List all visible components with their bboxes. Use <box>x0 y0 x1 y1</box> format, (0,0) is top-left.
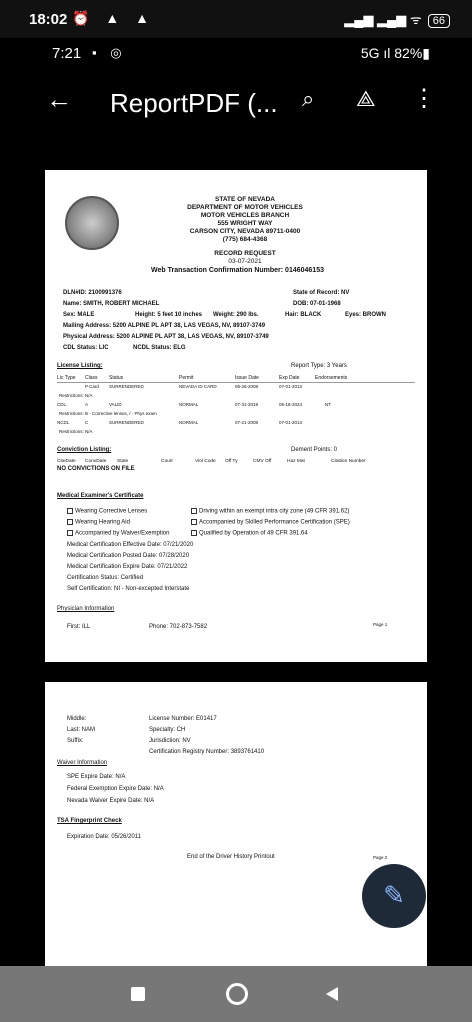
demerit-points: Demerit Points: 0 <box>291 447 338 453</box>
checkbox-item: Driving within an exempt intra city zone (49 CFR 391.62) <box>191 508 349 516</box>
certification-status: Certification Status: Certified <box>67 575 144 581</box>
battery-indicator: 66 <box>428 14 450 28</box>
checkbox <box>67 530 73 536</box>
license-listing-heading: License Listing: <box>57 363 103 369</box>
record-date: 03-07-2021 <box>228 258 262 265</box>
pdf-page-1: STATE OF NEVADA DEPARTMENT OF MOTOR VEHICLES MOTOR VEHICLES BRANCH 555 WRIGHT WAY CARSON CITY, NEVADA 89711-0400 (775) 684-4368 RECORD REQUEST 03-07-2021 Web Transaction Confirmation Number: 0146046153 DLN#ID: 2100991376 State of Record: NV Name: SMITH, ROBERT MICHAEL DOB: 07-01-1968 Sex: MALE Height: 5 feet 10 inches Weight: 290 lbs. Hair: BLACK Eyes: BROWN Mailing Address: 5200 ALPINE PL APT 38, LAS VEGAS, NV, 89107-3749 Physical Address: 5200 ALPINE PL APT 38, LAS VEGAS, NV, 89107-3749 CDL Status: LIC NCDL Status: ELG License Listing: Report Type: 3 Years Lic Type Class Status Permit Issue Date Exp Date Endorsements P Card SURRENDERED NEVADA ID CARD 05-26-2008 07-01-2013 Restrictions: N/A CDL A VALID NORMAL 07-31-2019 05-18-2024 NT Restrictions: B - Corrective lenses, / - Phys exam NCDL C SURRENDERED NORMAL 07-21-2008 07-01-2013 Restrictions: N/A Conviction Listing: Demerit Points: 0 CiteDate ConvDate State Court Viol Code Off Ty CMV Off Haz Mat Citation Number NO CONVICTIONS ON FILE Medical Examiner's Certificate Wearing Corrective Lenses Driving within an exempt intra city zone (49 CFR 391.62) Wearing Hearing Aid Accompanied by Skilled Performance Certification (SPE) Accompanied by Waiver/Exemption Qualified by Operation of 49 CFR 391.64 Medical Certification Effective Date: 07/21/2020 Medical Certification Posted Date: 07/28/2020 Medical Certification Expire Date: 07/21/2022 Certification Status: Certified Self Certification: NI - Non-excepted Interstate Physician Information First: ILL Phone: 702-873-7582 Page 1 <box>45 170 427 662</box>
restrictions: Restrictions: N/A <box>59 429 93 434</box>
height: Height: 5 feet 10 inches <box>135 312 203 318</box>
physician-info-heading: Physician Information <box>57 606 115 612</box>
report-type: Report Type: 3 Years <box>291 363 347 369</box>
med-expire-date: Medical Certification Expire Date: 07/21/2022 <box>67 564 188 570</box>
conviction-table-header: CiteDate ConvDate State Court Viol Code Off Ty CMV Off Haz Mat Citation Number <box>57 459 366 464</box>
self-certification: Self Certification: NI - Non-excepted Interstate <box>67 586 190 592</box>
add-to-drive-icon[interactable]: ⟁ <box>356 86 376 111</box>
checkbox-item: Wearing Hearing Aid <box>67 519 130 527</box>
nevada-seal-icon <box>65 196 119 250</box>
back-arrow-icon[interactable]: ← <box>46 84 72 114</box>
page-number: Page 1 <box>373 622 388 627</box>
checkbox-item: Qualified by Operation of 49 CFR 391.64 <box>191 530 308 538</box>
pdf-page-2 <box>45 682 427 966</box>
medical-certificate-heading: Medical Examiner's Certificate <box>57 493 144 499</box>
physician-first: First: ILL <box>67 624 91 630</box>
conviction-listing-heading: Conviction Listing: <box>57 447 112 453</box>
physical-address: Physical Address: 5200 ALPINE PL APT 38, LAS VEGAS, NV, 89107-3749 <box>63 334 269 340</box>
last-name: Last: NAM <box>67 727 96 733</box>
home-button[interactable] <box>226 983 248 1005</box>
license-number: License Number: E01417 <box>149 716 217 722</box>
checkbox <box>67 508 73 514</box>
suffix: Suffix: <box>67 738 84 744</box>
inner-time: 7:21 <box>52 45 82 62</box>
spe-expire: SPE Expire Date: N/A <box>67 774 126 780</box>
med-effective-date: Medical Certification Effective Date: 07/21/2020 <box>67 542 194 548</box>
sex: Sex: MALE <box>63 312 95 318</box>
web-confirmation: Web Transaction Confirmation Number: 0146046153 <box>151 267 324 274</box>
checkbox-item: Accompanied by Skilled Performance Certification (SPE) <box>191 519 350 527</box>
ncdl-status: NCDL Status: ELG <box>133 345 186 351</box>
jurisdiction: Jurisdiction: NV <box>149 738 191 744</box>
document-title: ReportPDF (... <box>110 88 278 118</box>
pencil-icon: ✎ <box>383 880 405 910</box>
specialty: Specialty: CH <box>149 727 186 733</box>
med-posted-date: Medical Certification Posted Date: 07/28/2020 <box>67 553 190 559</box>
restrictions: Restrictions: N/A <box>59 393 93 398</box>
cdl-status: CDL Status: LIC <box>63 345 109 351</box>
signal-wifi-icon: ▂▄▆ ▂▄▆ ᯤ 66 <box>344 10 450 28</box>
recents-button[interactable] <box>131 987 145 1001</box>
mailing-address: Mailing Address: 5200 ALPINE PL APT 38, LAS VEGAS, NV, 89107-3749 <box>63 323 266 329</box>
table-row: CDL A VALID NORMAL 07-31-2019 05-18-2024 NT <box>57 402 331 407</box>
inner-status-bar <box>26 38 446 70</box>
record-request: RECORD REQUEST <box>214 250 276 257</box>
inner-notification-icons: ▪ ◎ <box>92 45 127 60</box>
license-table-header: Lic Type Class Status Permit Issue Date Exp Date Endorsements <box>57 375 348 381</box>
inner-network-battery: 5G ıl 82%▮ <box>360 45 430 61</box>
checkbox-item: Accompanied by Waiver/Exemption <box>67 530 170 538</box>
dln: DLN#ID: 2100991376 <box>63 290 122 296</box>
weight: Weight: 290 lbs. <box>213 312 259 318</box>
dob: DOB: 07-01-1968 <box>293 301 341 307</box>
tsa-heading: TSA Fingerprint Check <box>57 818 122 824</box>
physician-phone: Phone: 702-873-7582 <box>149 624 208 630</box>
registry-number: Certification Registry Number: 3893761410 <box>149 749 265 755</box>
app-bar <box>26 74 446 138</box>
federal-exemption-expire: Federal Exemption Expire Date: N/A <box>67 786 164 792</box>
state-of-record: State of Record: NV <box>293 290 350 296</box>
checkbox <box>191 519 197 525</box>
hair: Hair: BLACK <box>285 312 322 318</box>
dmv-header: STATE OF NEVADA DEPARTMENT OF MOTOR VEHICLES MOTOR VEHICLES BRANCH 555 WRIGHT WAY CARSON CITY, NEVADA 89711-0400 (775) 684-4368 <box>187 196 303 243</box>
table-row: NCDL C SURRENDERED NORMAL 07-21-2008 07-01-2013 <box>57 420 303 425</box>
middle-name: Middle: <box>67 716 87 722</box>
system-time: 18:02 <box>29 11 68 28</box>
eyes: Eyes: BROWN <box>345 312 387 318</box>
nevada-waiver-expire: Nevada Waiver Expire Date: N/A <box>67 798 155 804</box>
driver-name: Name: SMITH, ROBERT MICHAEL <box>63 301 160 307</box>
search-document-icon[interactable]: ⌕ <box>302 86 315 111</box>
checkbox <box>191 508 197 514</box>
notification-icons: ⏰ ▲ ▲ <box>72 10 155 26</box>
more-options-icon[interactable]: ⋮ <box>412 85 436 112</box>
checkbox-item: Wearing Corrective Lenses <box>67 508 147 516</box>
checkbox <box>191 530 197 536</box>
back-button[interactable] <box>326 987 338 1001</box>
system-status-bar <box>0 0 472 38</box>
restrictions: Restrictions: B - Corrective lenses, / - Phys exam <box>59 411 157 416</box>
waiver-heading: Waiver Information <box>57 760 108 766</box>
end-of-printout: End of the Driver History Printout <box>187 854 275 860</box>
no-convictions: NO CONVICTIONS ON FILE <box>57 466 135 472</box>
edit-pencil-fab[interactable] <box>362 864 426 928</box>
tsa-expiration: Expiration Date: 05/26/2011 <box>67 834 141 840</box>
mirrored-screen <box>26 38 446 966</box>
checkbox <box>67 519 73 525</box>
page-number: Page 2 <box>373 855 388 860</box>
navigation-bar <box>0 966 472 1022</box>
